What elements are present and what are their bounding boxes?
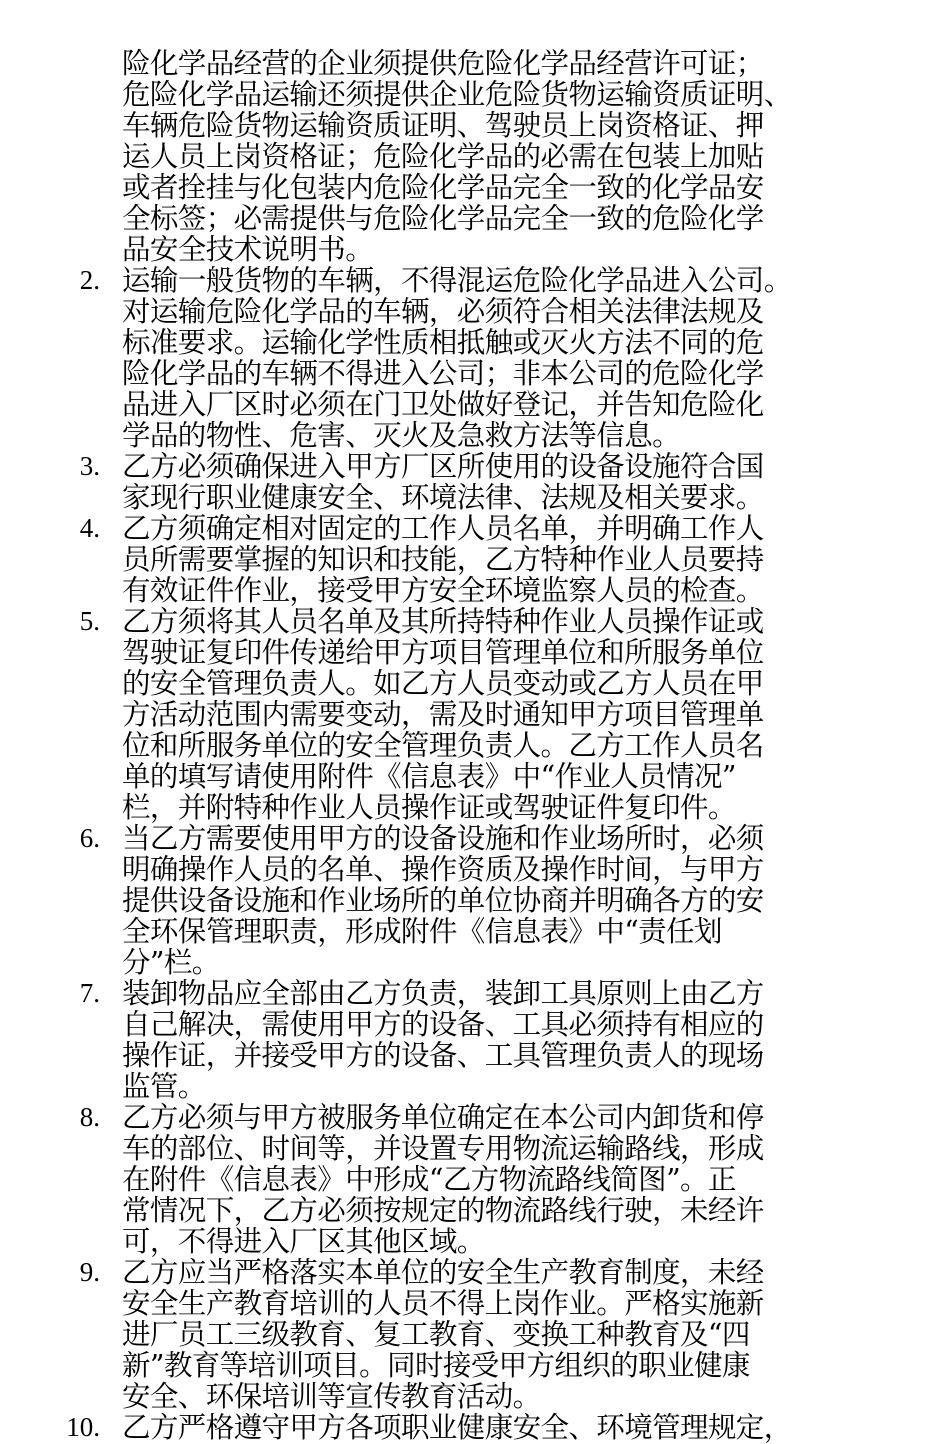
item-number: 9. bbox=[79, 1257, 100, 1287]
text-line: 或者拴挂与化包装内危险化学品完全一致的化学品安 bbox=[122, 171, 764, 204]
text-line: 新”教育等培训项目。同时接受甲方组织的职业健康 bbox=[122, 1349, 750, 1382]
text-line: 乙方必须确保进入甲方厂区所使用的设备设施符合国 bbox=[122, 450, 764, 483]
text-line: 对运输危险化学品的车辆，必须符合相关法律法规及 bbox=[122, 295, 764, 328]
list-item-6 bbox=[0, 823, 950, 978]
text-line: 常情况下，乙方必须按规定的物流路线行驶，未经许 bbox=[122, 1194, 764, 1227]
text-line: 监管。 bbox=[122, 1070, 206, 1103]
list-item-3 bbox=[0, 451, 950, 513]
text-line: 险化学品的车辆不得进入公司；非本公司的危险化学 bbox=[122, 357, 764, 390]
item-number: 5. bbox=[79, 606, 100, 636]
text-line: 车辆危险货物运输资质证明、驾驶员上岗资格证、押 bbox=[122, 109, 764, 142]
text-line: 乙方应当严格落实本单位的安全生产教育制度，未经 bbox=[122, 1256, 764, 1289]
text-line: 当乙方需要使用甲方的设备设施和作业场所时，必须 bbox=[122, 822, 764, 855]
text-line: 乙方须将其人员名单及其所持特种作业人员操作证或 bbox=[122, 605, 764, 638]
text-line: 品进入厂区时必须在门卫处做好登记，并告知危险化 bbox=[122, 388, 764, 421]
list-item-2 bbox=[0, 265, 950, 451]
text-line: 方活动范围内需要变动，需及时通知甲方项目管理单 bbox=[122, 698, 764, 731]
list-item-10 bbox=[0, 1412, 950, 1443]
text-line: 有效证件作业，接受甲方安全环境监察人员的检查。 bbox=[122, 574, 764, 607]
list-item-5 bbox=[0, 606, 950, 823]
text-line: 操作证，并接受甲方的设备、工具管理负责人的现场 bbox=[122, 1039, 764, 1072]
list-item-4 bbox=[0, 513, 950, 606]
item-number: 3. bbox=[79, 451, 100, 481]
text-line: 标准要求。运输化学性质相抵触或灭火方法不同的危 bbox=[122, 326, 764, 359]
text-line: 全标签；必需提供与危险化学品完全一致的危险化学 bbox=[122, 202, 764, 235]
text-line: 明确操作人员的名单、操作资质及操作时间，与甲方 bbox=[122, 853, 764, 886]
item-number: 8. bbox=[79, 1102, 100, 1132]
item-number: 2. bbox=[79, 265, 100, 295]
text-line: 运人员上岗资格证；危险化学品的必需在包装上加贴 bbox=[122, 140, 764, 173]
text-line: 可，不得进入厂区其他区域。 bbox=[122, 1225, 485, 1258]
item-number: 7. bbox=[79, 978, 100, 1008]
text-line: 的安全管理负责人。如乙方人员变动或乙方人员在甲 bbox=[122, 667, 764, 700]
item-number: 10. bbox=[66, 1412, 100, 1442]
intro-paragraph bbox=[0, 48, 950, 265]
text-line: 分”栏。 bbox=[122, 946, 220, 979]
text-line: 学品的物性、危害、灭火及急救方法等信息。 bbox=[122, 419, 681, 452]
document-page bbox=[0, 48, 950, 1443]
text-line: 全环保管理职责，形成附件《信息表》中“责任划 bbox=[122, 915, 722, 948]
text-line: 家现行职业健康安全、环境法律、法规及相关要求。 bbox=[122, 481, 764, 514]
text-line: 品安全技术说明书。 bbox=[122, 233, 374, 266]
text-line: 驾驶证复印件传递给甲方项目管理单位和所服务单位 bbox=[122, 636, 764, 669]
text-line: 乙方须确定相对固定的工作人员名单，并明确工作人 bbox=[122, 512, 764, 545]
text-line: 进厂员工三级教育、复工教育、变换工种教育及“四 bbox=[122, 1318, 750, 1351]
text-line: 员所需要掌握的知识和技能，乙方特种作业人员要持 bbox=[122, 543, 764, 576]
text-line: 在附件《信息表》中形成“乙方物流路线简图”。正 bbox=[122, 1163, 736, 1196]
text-line: 自己解决，需使用甲方的设备、工具必须持有相应的 bbox=[122, 1008, 764, 1041]
text-line: 险化学品经营的企业须提供危险化学品经营许可证； bbox=[122, 47, 764, 80]
text-line: 危险化学品运输还须提供企业危险货物运输资质证明、 bbox=[122, 78, 792, 111]
text-line: 安全生产教育培训的人员不得上岗作业。严格实施新 bbox=[122, 1287, 764, 1320]
text-line: 运输一般货物的车辆，不得混运危险化学品进入公司。 bbox=[122, 264, 792, 297]
text-line: 安全、环保培训等宣传教育活动。 bbox=[122, 1380, 541, 1413]
text-line: 位和所服务单位的安全管理负责人。乙方工作人员名 bbox=[122, 729, 764, 762]
text-line: 提供设备设施和作业场所的单位协商并明确各方的安 bbox=[122, 884, 764, 917]
list-item-8 bbox=[0, 1102, 950, 1257]
text-line: 车的部位、时间等，并设置专用物流运输路线，形成 bbox=[122, 1132, 764, 1165]
text-line: 装卸物品应全部由乙方负责，装卸工具原则上由乙方 bbox=[122, 977, 764, 1010]
list-item-9 bbox=[0, 1257, 950, 1412]
item-number: 6. bbox=[79, 823, 100, 853]
text-line: 乙方必须与甲方被服务单位确定在本公司内卸货和停 bbox=[122, 1101, 764, 1134]
item-number: 4. bbox=[79, 513, 100, 543]
text-line: 乙方严格遵守甲方各项职业健康安全、环境管理规定， bbox=[122, 1411, 792, 1444]
text-line: 单的填写请使用附件《信息表》中“作业人员情况” bbox=[122, 760, 736, 793]
text-line: 栏，并附特种作业人员操作证或驾驶证件复印件。 bbox=[122, 791, 736, 824]
list-item-7 bbox=[0, 978, 950, 1102]
